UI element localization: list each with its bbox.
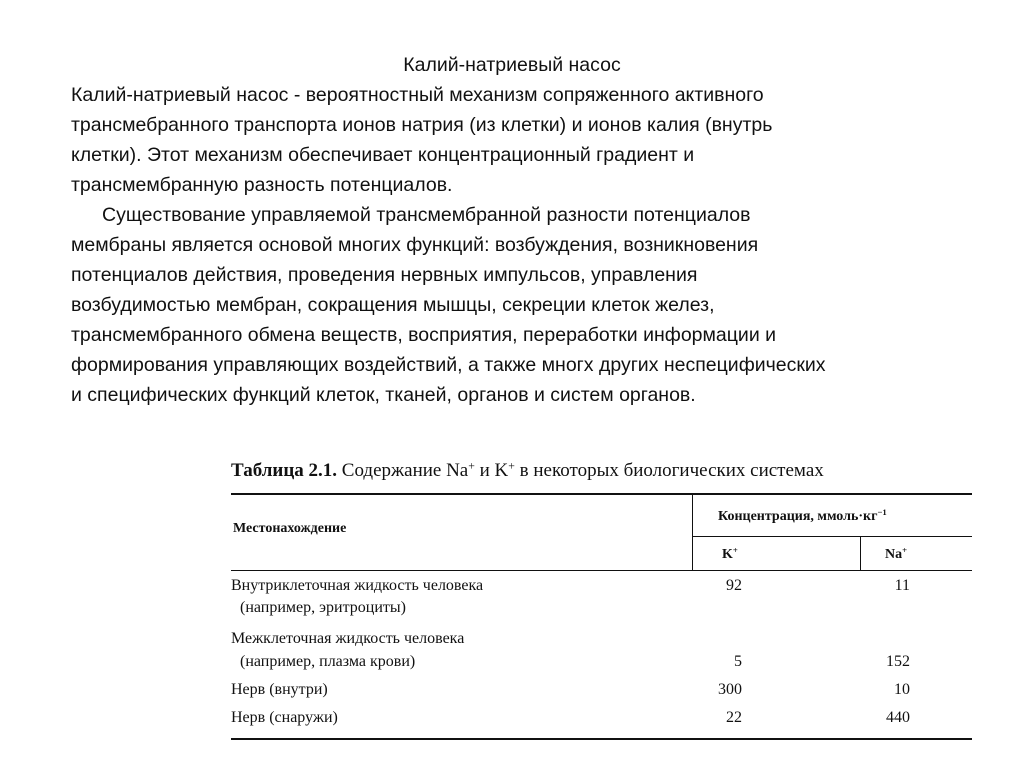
table-row-location-sub: (например, плазма крови) <box>240 653 416 670</box>
table-header-k <box>722 545 738 565</box>
paragraph-line: трансмембранного обмена веществ, восприятия, переработки информации и <box>71 324 777 346</box>
superscript: −1 <box>877 507 887 518</box>
table-cell-na: 152 <box>886 653 910 670</box>
slide-title: Калий-натриевый насос <box>403 54 621 76</box>
table-concentration-rule <box>693 536 972 537</box>
paragraph-line: Существование управляемой трансмембранной разности потенциалов <box>102 204 751 226</box>
table-cell-na: 440 <box>886 709 910 726</box>
table-row-location: Нерв (снаружи) <box>231 709 338 726</box>
superscript: + <box>732 545 738 556</box>
table-header-concentration <box>718 507 887 527</box>
table-header-k-text: K <box>722 547 733 562</box>
table-caption-text: и K <box>479 460 509 481</box>
table-header-location: Местонахождение <box>233 521 347 536</box>
paragraph-1 <box>71 80 991 200</box>
table-row-location: Межклеточная жидкость человека <box>231 630 465 647</box>
table-cell-na: 10 <box>894 681 910 698</box>
table-top-rule <box>231 493 972 495</box>
paragraph-line: формирования управляющих воздействий, а также многх других неспецифических <box>71 354 826 376</box>
table-cell-k: 22 <box>726 709 742 726</box>
table-cell-na: 11 <box>894 577 910 594</box>
table-row-location: Внутриклеточная жидкость человека <box>231 577 484 594</box>
table-cell-k: 92 <box>726 577 742 594</box>
paragraph-2 <box>71 200 991 410</box>
superscript: + <box>468 459 475 473</box>
paragraph-line: трансмебранного транспорта ионов натрия (из клетки) и ионов калия (внутрь <box>71 114 773 136</box>
table-caption <box>231 460 971 482</box>
table-row-location: Нерв (внутри) <box>231 681 328 698</box>
paragraph-line: Калий-натриевый насос - вероятностный механизм сопряженного активного <box>71 84 764 106</box>
table-header-na <box>885 545 907 565</box>
table-bottom-rule <box>231 738 972 740</box>
superscript: + <box>902 545 908 556</box>
table-ion-divider <box>860 537 861 570</box>
table-header-rule <box>231 570 972 571</box>
table-caption-label: Таблица 2.1. <box>231 460 338 481</box>
table-cell-k: 5 <box>734 653 742 670</box>
paragraph-line: трансмембранную разность потенциалов. <box>71 174 453 196</box>
paragraph-line: потенциалов действия, проведения нервных импульсов, управления <box>71 264 698 286</box>
paragraph-line: возбудимостью мембран, сокращения мышцы, секреции клеток желез, <box>71 294 715 316</box>
superscript: + <box>508 459 515 473</box>
table-vertical-rule <box>692 495 693 570</box>
paragraph-line: мембраны является основой многих функций: возбуждения, возникновения <box>71 234 759 256</box>
table-header-concentration-text: Концентрация, ммоль·кг <box>718 509 878 524</box>
paragraph-line: и специфических функций клеток, тканей, органов и систем органов. <box>71 384 696 406</box>
table-caption-text: Содержание Na <box>341 460 469 481</box>
table-caption-text: в некоторых биологических системах <box>519 460 824 481</box>
paragraph-line: клетки). Этот механизм обеспечивает концентрационный градиент и <box>71 144 695 166</box>
table-row-location-sub: (например, эритроциты) <box>240 599 406 616</box>
table-cell-k: 300 <box>718 681 742 698</box>
table-header-na-text: Na <box>885 547 903 562</box>
